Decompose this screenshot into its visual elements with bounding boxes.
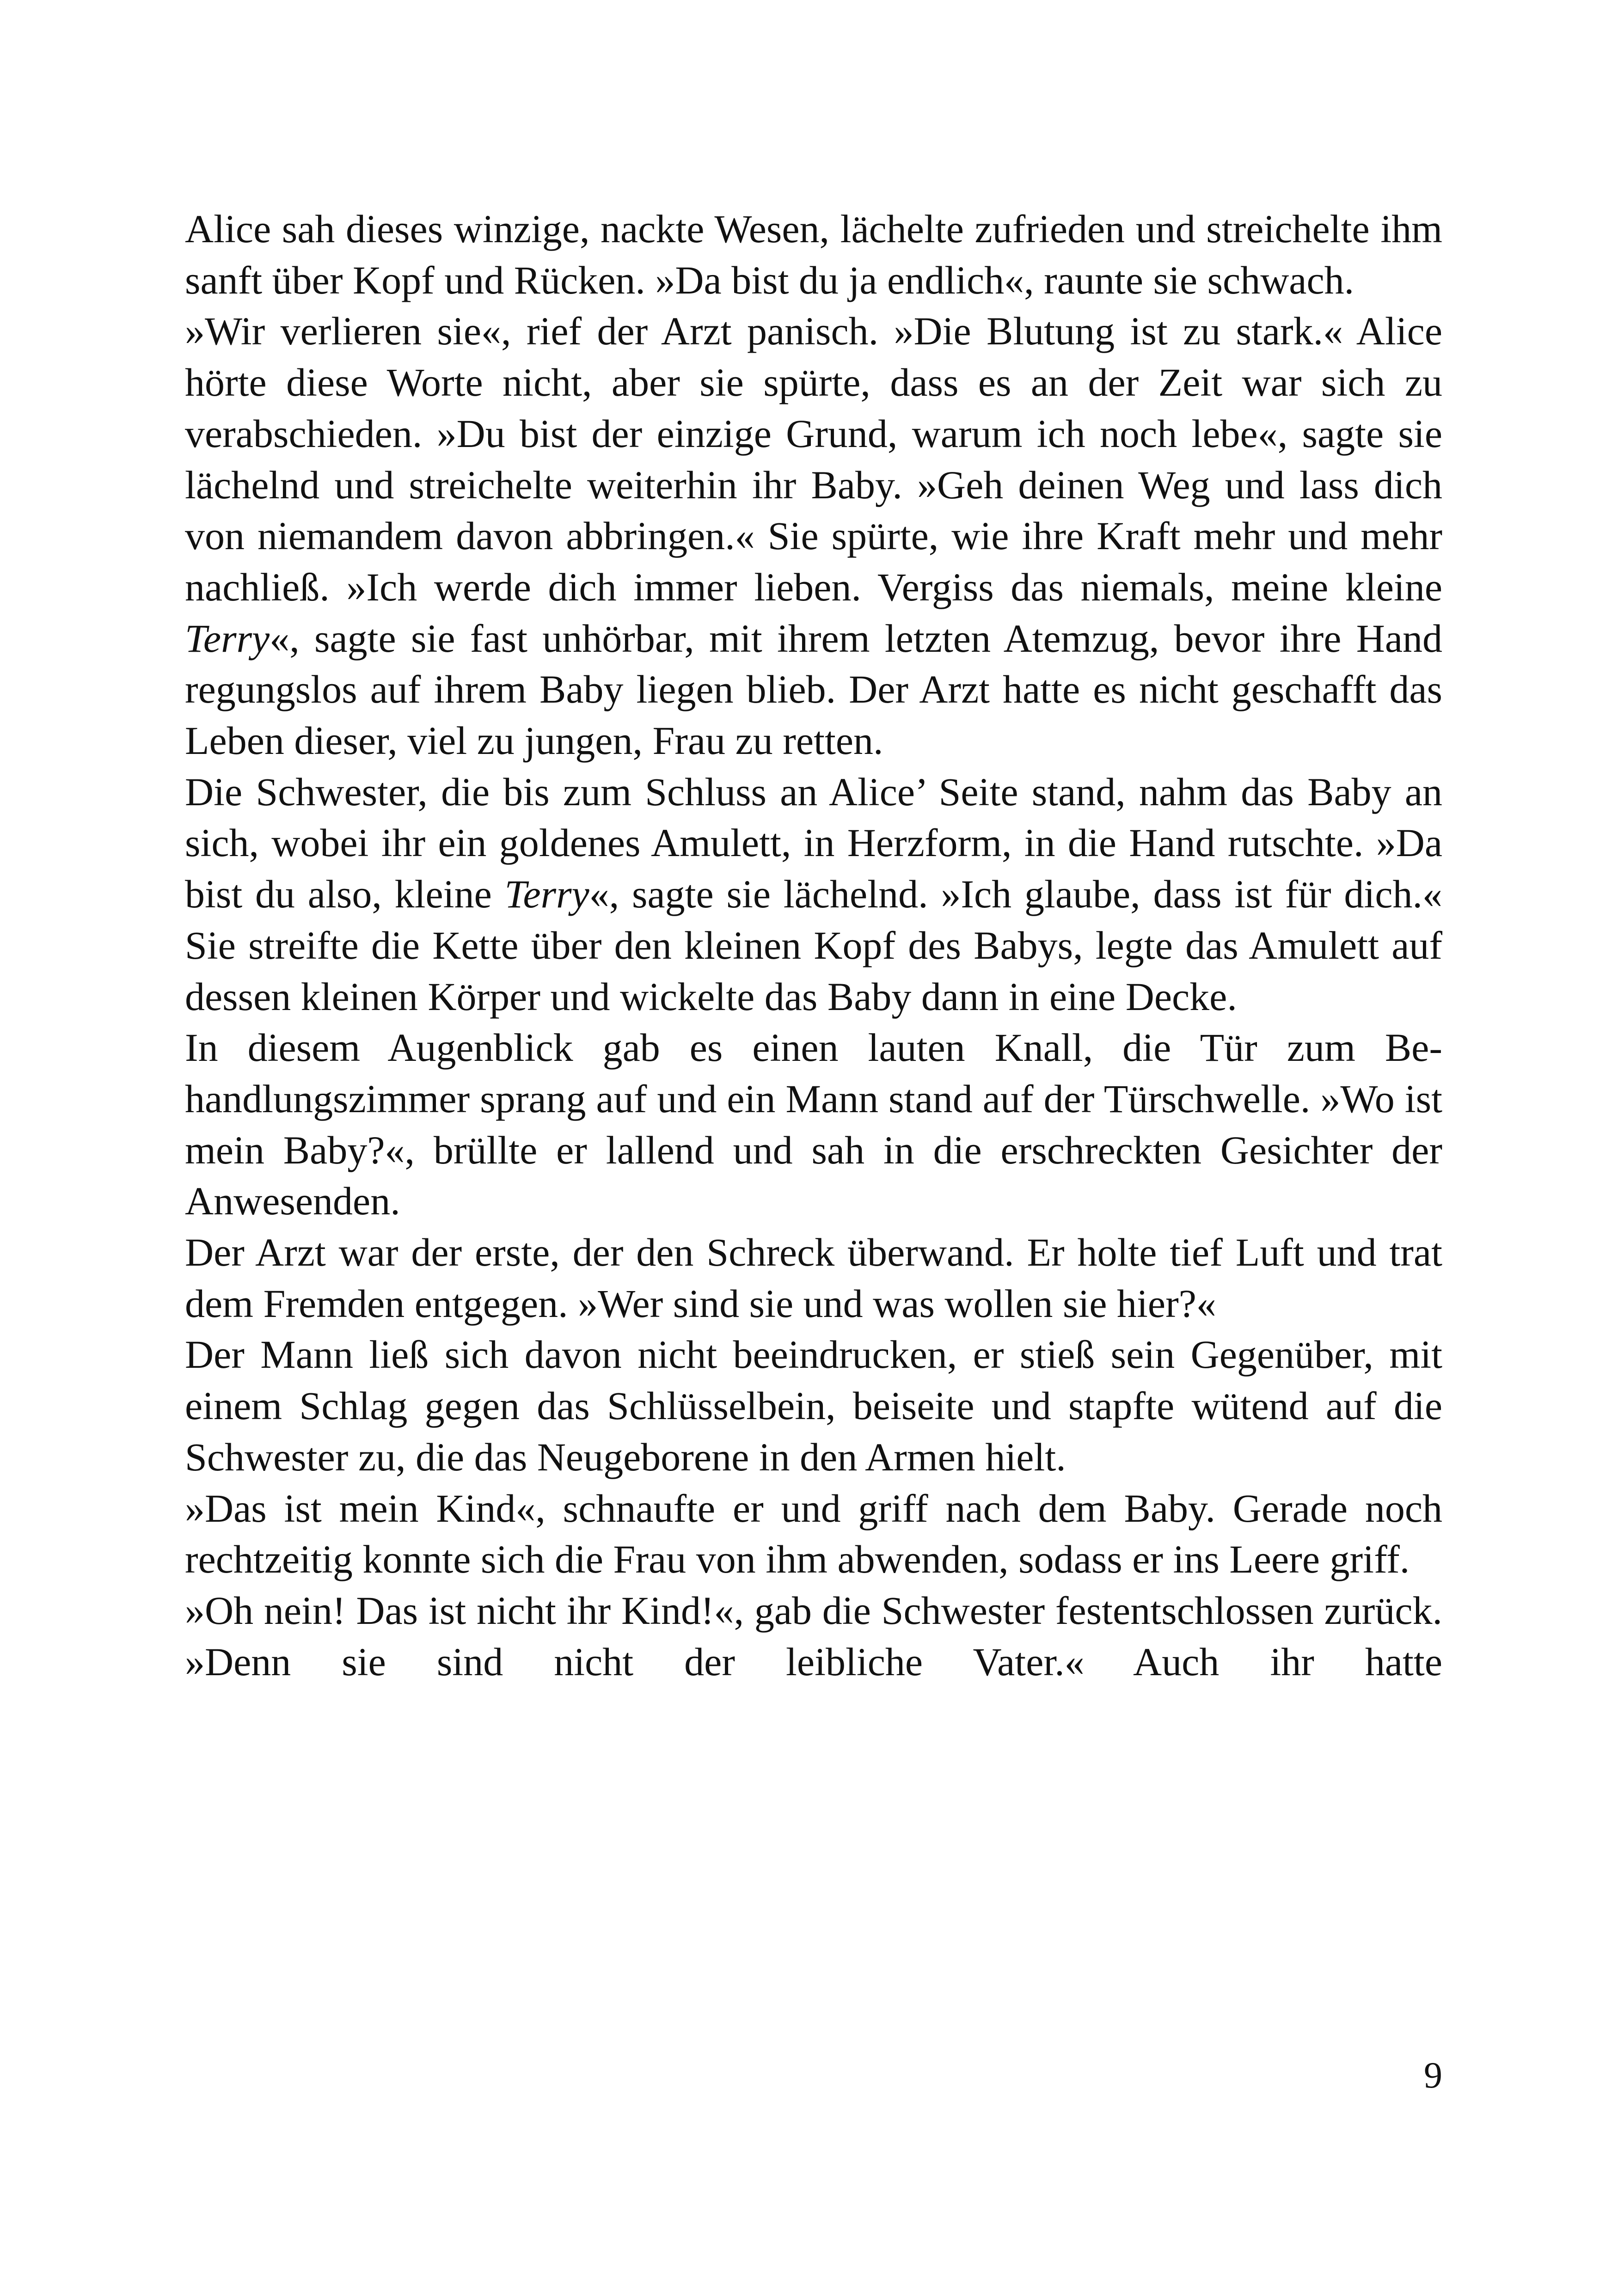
text-run: »Das ist mein Kind«, schnaufte er und griff nach dem Baby. Gerade noch rechtzeitig konnte sich die Frau von ihm abwenden, sodass er ins Leere griff. — [185, 1486, 1442, 1582]
paragraph — [185, 1022, 1442, 1227]
paragraph — [185, 1585, 1442, 1687]
text-run: »Oh nein! Das ist nicht ihr Kind!«, gab die Schwester festentschlossen zurück. »Denn sie sind nicht der leibliche Vater.« Auch ihr hatte — [185, 1588, 1442, 1684]
text-run: »Wir verlieren sie«, rief der Arzt panisch. »Die Blutung ist zu stark.« Alice hörte diese Worte nicht, aber sie spürte, dass es an der Zeit war sich zu verabschieden. »Du bist der einzige Grund, warum ich noch lebe«, sagte sie lächelnd und streichelte weiterhin ihr Baby. »Geh deinen Weg und lass dich von niemandem davon abbringen.« Sie spürte, wie ihre Kraft mehr und mehr nachließ. »Ich werde dich immer lieben. Vergiss das niemals, meine kleine — [185, 309, 1442, 609]
text-run: In diesem Augenblick gab es einen lauten Knall, die Tür zum Behandlungszimmer sprang auf und ein Mann stand auf der Türschwelle. »Wo ist mein Baby?«, brüllte er lallend und sah in die erschreckten Gesichter der Anwesenden. — [185, 1025, 1442, 1224]
paragraph — [185, 1227, 1442, 1329]
paragraph — [185, 203, 1442, 306]
paragraph — [185, 766, 1442, 1022]
italic-name: Terry — [504, 872, 589, 917]
text-run: «, sagte sie fast unhörbar, mit ihrem letzten Atemzug, bevor ihre Hand regungslos auf ihrem Baby liegen blieb. Der Arzt hatte es nicht geschafft das Leben dieser, viel zu jungen, Frau zu retten. — [185, 616, 1442, 763]
text-run: Der Arzt war der erste, der den Schreck überwand. Er holte tief Luft und trat dem Fremden entgegen. »Wer sind sie und was wollen sie hier?« — [185, 1230, 1442, 1326]
italic-name: Terry — [185, 616, 270, 661]
text-run: Alice sah dieses winzige, nackte Wesen, lächelte zufrieden und streichelte ihm sanft über Kopf und Rücken. »Da bist du ja endlich«, raunte sie schwach. — [185, 207, 1442, 302]
text-run: «, sagte sie lächelnd. »Ich glaube, dass ist für dich.« Sie streifte die Kette über den kleinen Kopf des Babys, legte das Amulett auf dessen kleinen Körper und wickelte das Baby dann in eine Decke. — [185, 872, 1442, 1019]
paragraph — [185, 1483, 1442, 1585]
body-text — [185, 203, 1442, 1687]
text-run: Der Mann ließ sich davon nicht beeindrucken, er stieß sein Gegenüber, mit einem Schlag gegen das Schlüsselbein, beiseite und stapfte wütend auf die Schwester zu, die das Neugeborene in den Armen hielt. — [185, 1332, 1442, 1479]
page-number: 9 — [1424, 2055, 1442, 2096]
paragraph — [185, 306, 1442, 766]
paragraph — [185, 1329, 1442, 1482]
text-run: Die Schwester, die bis zum Schluss an Alice’ Seite stand, nahm das Baby an sich, wobei ihr ein goldenes Amulett, in Herzform, in die Hand rutschte. »Da bist du also, kleine — [185, 769, 1442, 917]
